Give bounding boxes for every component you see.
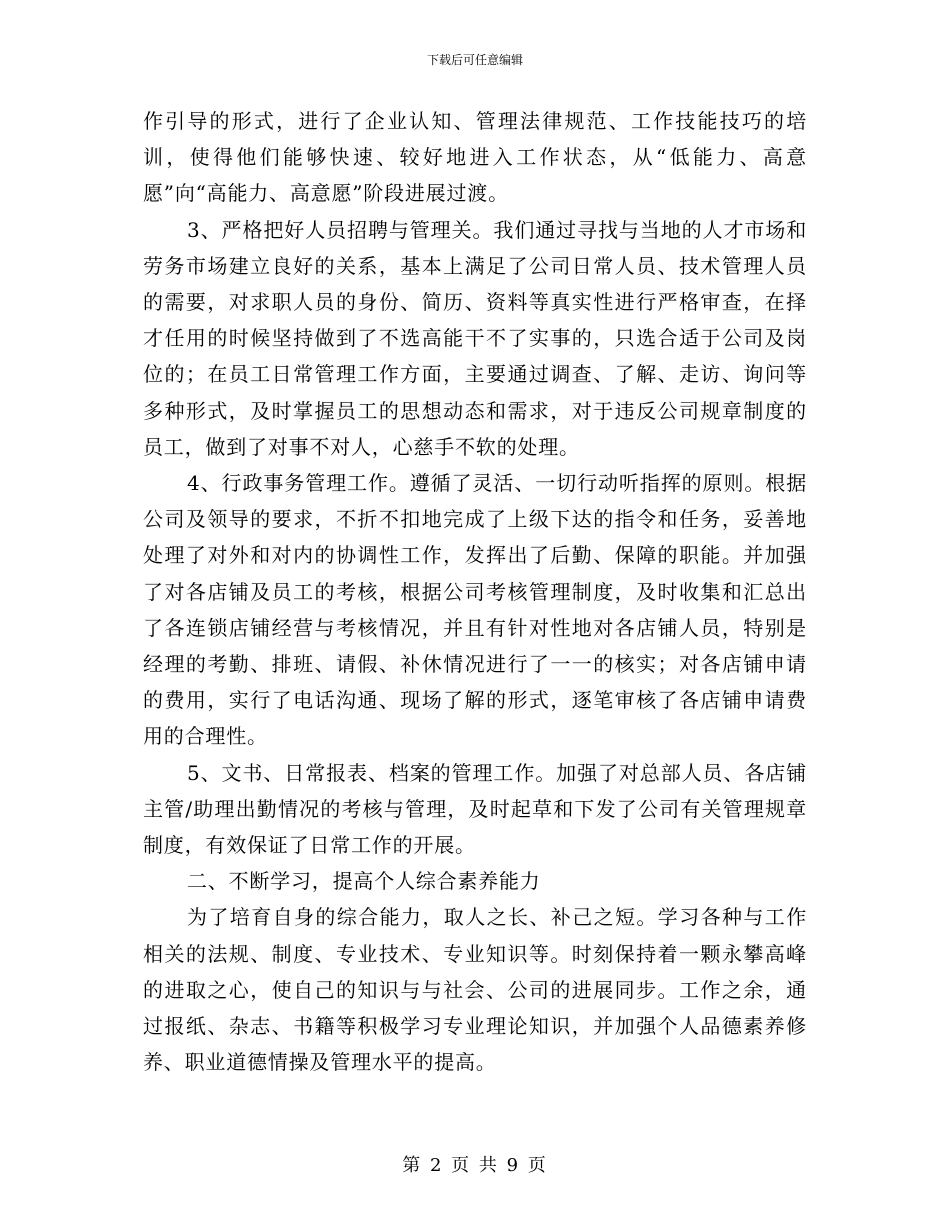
page-number-footer: 第 2 页 共 9 页 <box>402 1155 548 1176</box>
paragraph-documents: 5、文书、日常报表、档案的管理工作。加强了对总部人员、各店铺主管/助理出勤情况的考核与管理，及时起草和下发了公司有关管理规章制度，有效保证了日常工作的开展。 <box>143 760 807 858</box>
paragraph-learning: 为了培育自身的综合能力，取人之长、补己之短。学习各种与工作相关的法规、制度、专业技术、专业知识等。时刻保持着一颗永攀高峰的进取之心，使自己的知识与与社会、公司的进展同步。工作之余，通过报纸、杂志、书籍等积极学习专业理论知识，并加强个人品德素养修养、职业道德情操及管理水平的提高。 <box>143 905 807 1075</box>
paragraph-administration: 4、行政事务管理工作。遵循了灵活、一切行动听指挥的原则。根据公司及领导的要求，不折不扣地完成了上级下达的指令和任务，妥善地处理了对外和对内的协调性工作，发挥出了后勤、保障的职能。并加强了对各店铺及员工的考核，根据公司考核管理制度，及时收集和汇总出了各连锁店铺经营与考核情况，并且有针对性地对各店铺人员，特别是经理的考勤、排班、请假、补休情况进行了一一的核实；对各店铺申请的费用，实行了电话沟通、现场了解的形式，逐笔审核了各店铺申请费用的合理性。 <box>143 471 807 749</box>
page-header: 下载后可任意编辑 <box>426 53 523 67</box>
document-body <box>143 103 807 1080</box>
paragraph-continuation: 作引导的形式，进行了企业认知、管理法律规范、工作技能技巧的培训，使得他们能够快速、较好地进入工作状态，从“低能力、高意愿”向“高能力、高意愿”阶段进展过渡。 <box>143 109 807 206</box>
section-heading-learning: 二、不断学习，提高个人综合素养能力 <box>187 869 541 894</box>
paragraph-recruitment: 3、严格把好人员招聘与管理关。我们通过寻找与当地的人才市场和劳务市场建立良好的关系，基本上满足了公司日常人员、技术管理人员的需要，对求职人员的身份、简历、资料等真实性进行严格审查，在择才任用的时候坚持做到了不选高能干不了实事的，只选合适于公司及岗位的；在员工日常管理工作方面，主要通过调查、了解、走访、询问等多种形式，及时掌握员工的思想动态和需求，对于违反公司规章制度的员工，做到了对事不对人，心慈手不软的处理。 <box>143 217 807 459</box>
